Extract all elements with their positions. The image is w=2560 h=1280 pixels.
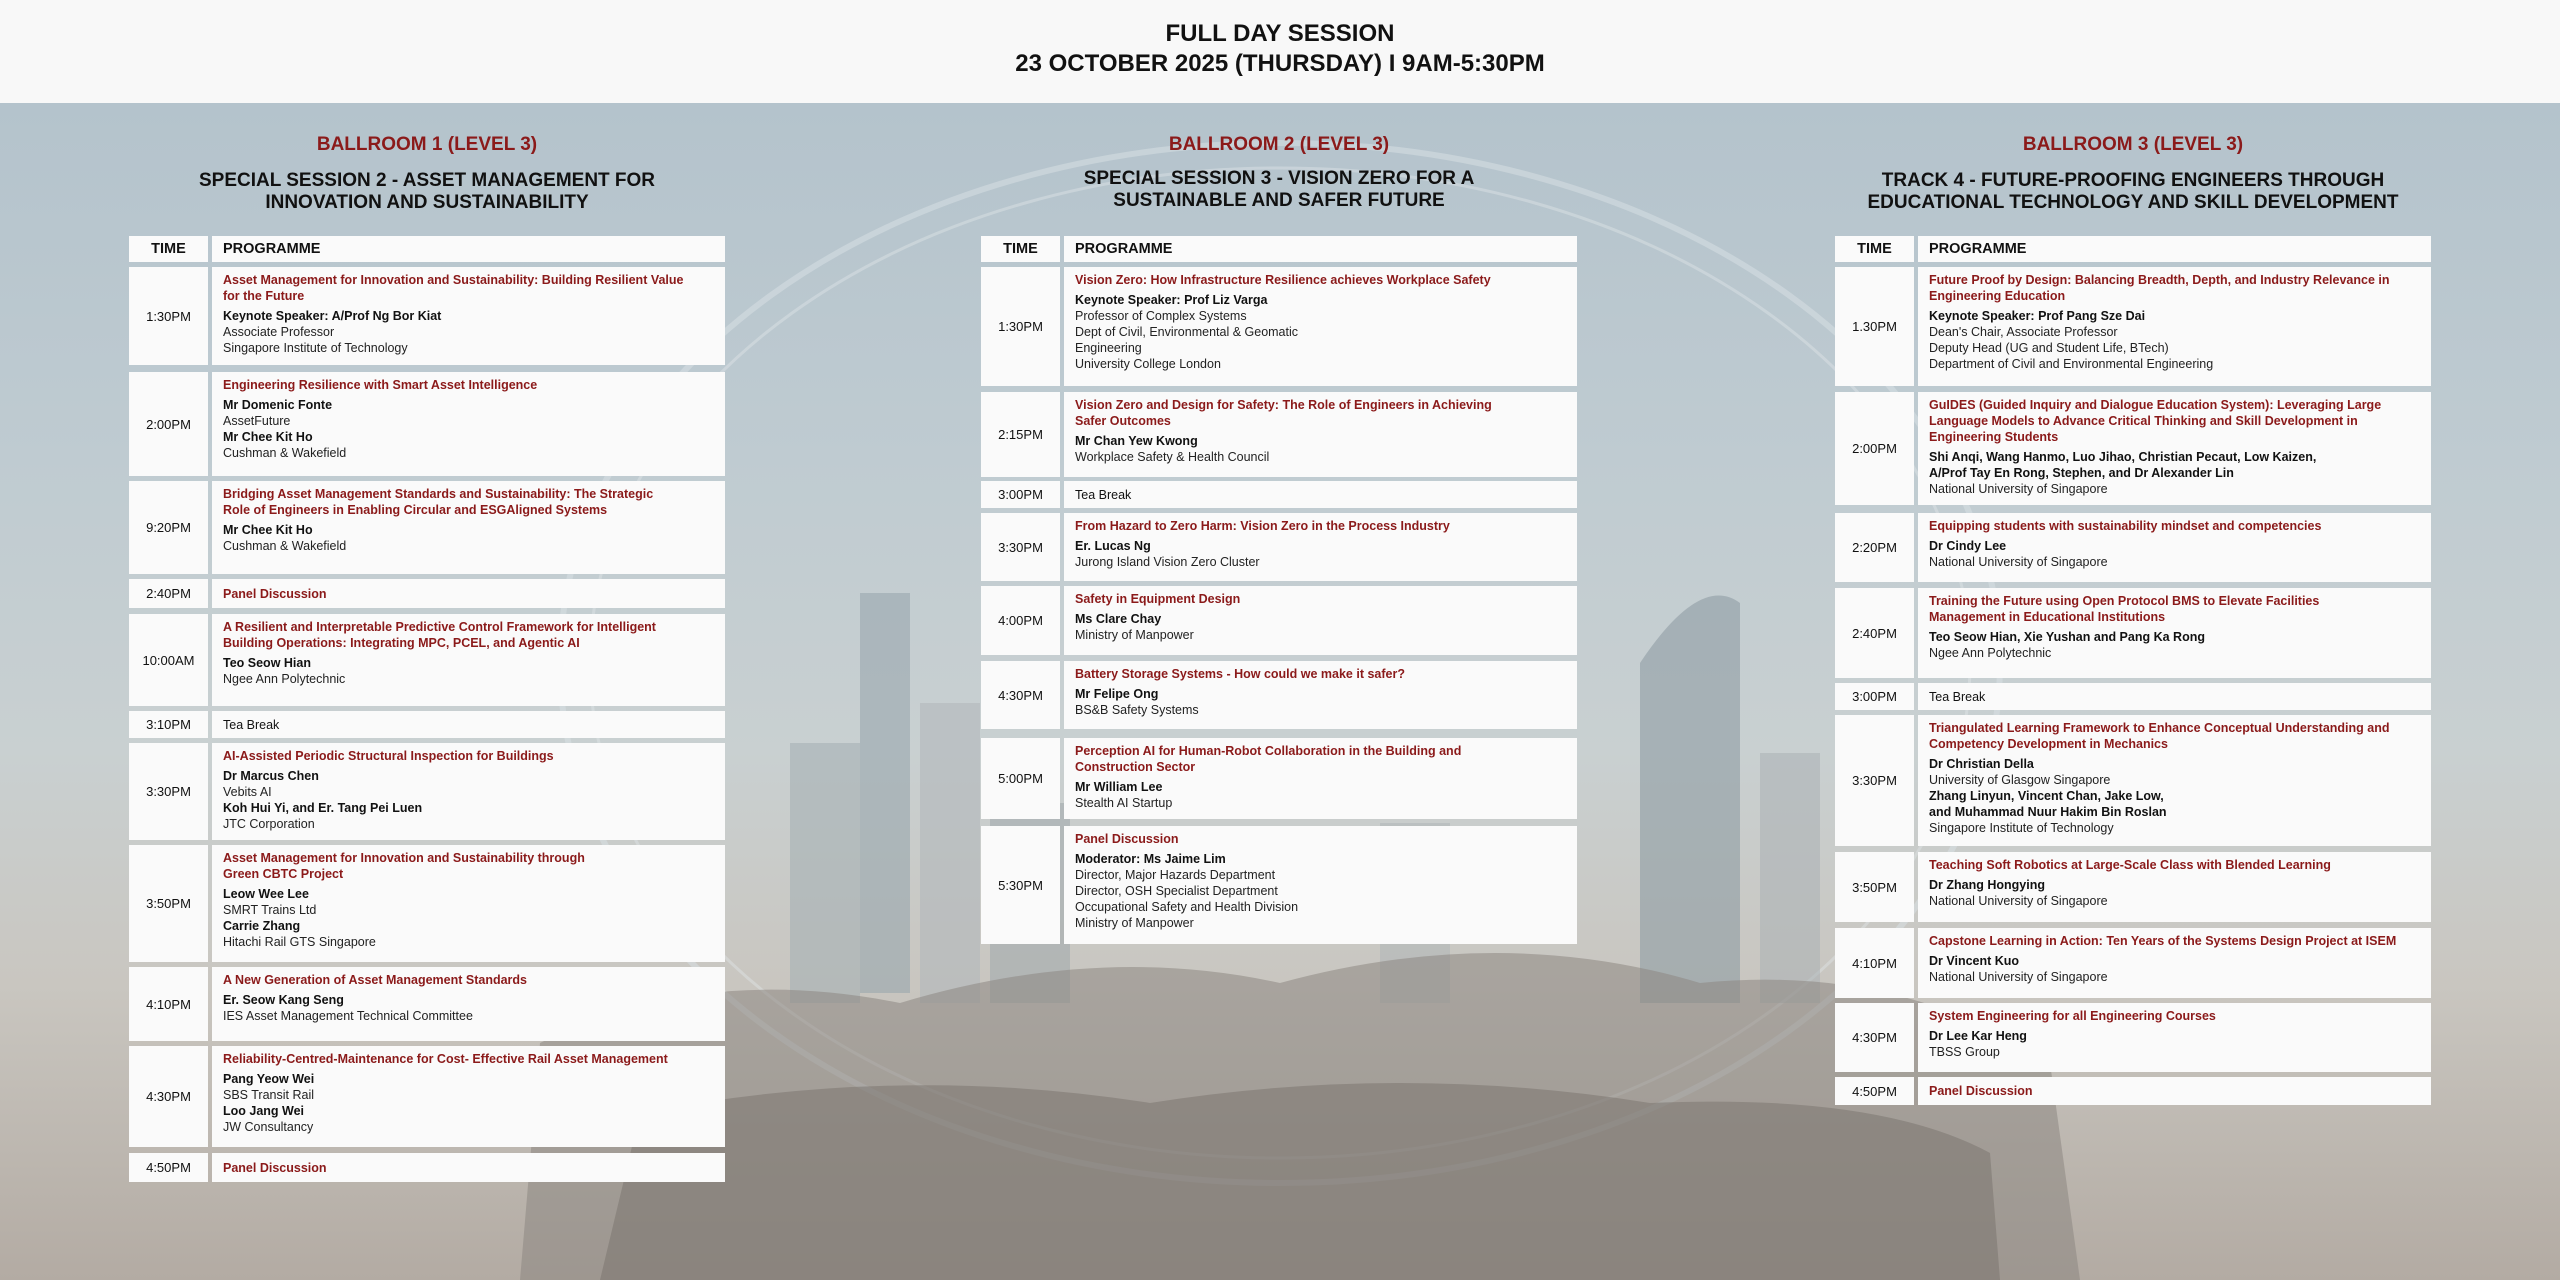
schedule-row [1835, 928, 2431, 998]
speaker-affiliation: Professor of Complex Systems [1075, 309, 1247, 323]
session-time: 4:50PM [129, 1153, 208, 1182]
speaker-affiliation: Singapore Institute of Technology [223, 341, 408, 355]
speaker-list [1929, 449, 2423, 497]
session-programme [1064, 481, 1577, 508]
schedule-row [981, 481, 1577, 508]
session-title: Bridging Asset Management Standards and Sustainability: The Strategic Role of Engineers in Enabling Circular and ESGAligned Systems [223, 487, 654, 517]
schedule-row [981, 513, 1577, 581]
speaker-name: Dr Christian Della [1929, 757, 2034, 771]
speaker-list [223, 522, 717, 554]
schedule-row [129, 481, 725, 574]
schedule-row [129, 372, 725, 476]
speaker-affiliation: Singapore Institute of Technology [1929, 821, 2114, 835]
time-column-header: TIME [981, 236, 1060, 262]
schedule-row [129, 267, 725, 365]
session-time: 4:50PM [1835, 1077, 1914, 1105]
session-time: 3:30PM [129, 743, 208, 840]
speaker-name: Mr Domenic Fonte [223, 398, 333, 412]
session-time: 2:00PM [129, 372, 208, 476]
speaker-list [1929, 953, 2423, 985]
session-time: 3:30PM [981, 513, 1060, 581]
speaker-name: Teo Seow Hian [223, 656, 311, 670]
session-time: 4:30PM [981, 661, 1060, 729]
speaker-name: Shi Anqi, Wang Hanmo, Luo Jihao, Christian Pecaut, Low Kaizen, [1929, 450, 2317, 464]
schedule-row [129, 967, 725, 1041]
programme-column-header: PROGRAMME [1064, 236, 1577, 262]
session-time: 4:30PM [129, 1046, 208, 1147]
speaker-affiliation: Jurong Island Vision Zero Cluster [1075, 555, 1260, 569]
speaker-affiliation: Hitachi Rail GTS Singapore [223, 935, 376, 949]
session-time: 2:15PM [981, 392, 1060, 477]
speaker-affiliation: Associate Professor [223, 325, 335, 339]
session-title: From Hazard to Zero Harm: Vision Zero in the Process Industry [1075, 519, 1450, 533]
speaker-name: Er. Lucas Ng [1075, 539, 1151, 553]
speaker-list [1075, 611, 1569, 643]
speaker-name: Dr Cindy Lee [1929, 539, 2007, 553]
speaker-affiliation: Ngee Ann Polytechnic [223, 672, 346, 686]
session-programme [1064, 826, 1577, 944]
speaker-affiliation: Director, OSH Specialist Department [1075, 884, 1278, 898]
session-title: Capstone Learning in Action: Ten Years of the Systems Design Project at ISEM [1929, 934, 2397, 948]
speaker-affiliation: Director, Major Hazards Department [1075, 868, 1276, 882]
session-programme [1064, 392, 1577, 477]
session-title: Engineering Resilience with Smart Asset Intelligence [223, 378, 538, 392]
speaker-name: Dr Lee Kar Heng [1929, 1029, 2027, 1043]
speaker-affiliation: University College London [1075, 357, 1221, 371]
session-programme [212, 481, 725, 574]
speaker-list [1075, 538, 1569, 570]
session-title: Panel Discussion [223, 1160, 327, 1175]
time-column-header: TIME [129, 236, 208, 262]
speaker-list [1075, 433, 1569, 465]
session-programme [212, 372, 725, 476]
speaker-affiliation: National University of Singapore [1929, 555, 2108, 569]
session-programme [212, 1153, 725, 1182]
session-time: 2:20PM [1835, 513, 1914, 582]
speaker-name: and Muhammad Nuur Hakim Bin Roslan [1929, 805, 2167, 819]
session-time: 2:40PM [129, 579, 208, 608]
speaker-name: Keynote Speaker: Prof Pang Sze Dai [1929, 309, 2146, 323]
speaker-list [1075, 851, 1569, 931]
session-title: Teaching Soft Robotics at Large-Scale Class with Blended Learning [1929, 858, 2331, 872]
speaker-affiliation: Dean's Chair, Associate Professor [1929, 325, 2118, 339]
session-title: Equipping students with sustainability mindset and competencies [1929, 519, 2322, 533]
session-programme [212, 845, 725, 962]
session-time: 3:00PM [981, 481, 1060, 508]
session-time: 3:50PM [129, 845, 208, 962]
session-time: 4:10PM [1835, 928, 1914, 998]
session-time: 2:00PM [1835, 392, 1914, 505]
schedule-row [1835, 1003, 2431, 1072]
schedule-row [981, 661, 1577, 729]
schedule-row [1835, 392, 2431, 505]
ballroom-2-column [981, 0, 1577, 1280]
time-column-header: TIME [1835, 236, 1914, 262]
schedule-row [1835, 852, 2431, 922]
session-title: Training the Future using Open Protocol BMS to Elevate Facilities Management in Educational Institutions [1929, 594, 2320, 624]
speaker-affiliation: SBS Transit Rail [223, 1088, 315, 1102]
speaker-affiliation: Workplace Safety & Health Council [1075, 450, 1270, 464]
speaker-affiliation: National University of Singapore [1929, 482, 2108, 496]
schedule-row [981, 267, 1577, 386]
speaker-affiliation: Ngee Ann Polytechnic [1929, 646, 2052, 660]
session-time: 9:20PM [129, 481, 208, 574]
schedule-row [129, 1153, 725, 1182]
speaker-name: Mr William Lee [1075, 780, 1163, 794]
tea-break-label: Tea Break [1075, 487, 1132, 502]
session-title: Safety in Equipment Design [1075, 592, 1241, 606]
speaker-list [223, 308, 717, 356]
speaker-name: Dr Marcus Chen [223, 769, 319, 783]
schedule-row [1835, 683, 2431, 710]
session-time: 10:00AM [129, 614, 208, 706]
session-programme [1064, 267, 1577, 386]
session-title: Asset Management for Innovation and Sustainability through Green CBTC Project [223, 851, 585, 881]
session-time: 3:10PM [129, 711, 208, 738]
session-programme [1918, 1077, 2431, 1105]
speaker-list [1075, 779, 1569, 811]
speaker-name: Er. Seow Kang Seng [223, 993, 344, 1007]
ballroom-1-column [129, 0, 725, 1280]
schedule-row [1835, 267, 2431, 386]
session-time: 5:30PM [981, 826, 1060, 944]
speaker-list [1929, 629, 2423, 661]
session-time: 5:00PM [981, 738, 1060, 819]
session-time: 4:10PM [129, 967, 208, 1041]
session-time: 3:30PM [1835, 715, 1914, 846]
speaker-list [223, 886, 717, 950]
track-title: SPECIAL SESSION 3 - VISION ZERO FOR A SUSTAINABLE AND SAFER FUTURE [1083, 168, 1475, 211]
session-programme [1918, 852, 2431, 922]
session-title: Future Proof by Design: Balancing Breadth, Depth, and Industry Relevance in Engineering Education [1929, 273, 2390, 303]
schedule-row [129, 614, 725, 706]
speaker-affiliation: SMRT Trains Ltd [223, 903, 317, 917]
schedule-row [981, 586, 1577, 655]
session-programme [1918, 1003, 2431, 1072]
session-time: 4:00PM [981, 586, 1060, 655]
session-programme [1064, 513, 1577, 581]
session-programme [1064, 738, 1577, 819]
speaker-name: Mr Chee Kit Ho [223, 523, 313, 537]
speaker-name: Ms Clare Chay [1075, 612, 1162, 626]
speaker-list [1929, 308, 2423, 372]
schedule-row [129, 743, 725, 840]
speaker-list [223, 768, 717, 832]
session-programme [1918, 928, 2431, 998]
speaker-list [1929, 877, 2423, 909]
table-header-row [1835, 236, 2431, 262]
speaker-name: Carrie Zhang [223, 919, 301, 933]
session-programme [1918, 683, 2431, 710]
speaker-name: Leow Wee Lee [223, 887, 309, 901]
speaker-affiliation: Vebits AI [223, 785, 272, 799]
session-programme [1918, 392, 2431, 505]
speaker-affiliation: Dept of Civil, Environmental & Geomatic [1075, 325, 1299, 339]
speaker-name: Mr Chee Kit Ho [223, 430, 313, 444]
session-time: 4:30PM [1835, 1003, 1914, 1072]
session-programme [212, 743, 725, 840]
schedule-row [981, 738, 1577, 819]
tea-break-label: Tea Break [1929, 689, 1986, 704]
speaker-name: Dr Zhang Hongying [1929, 878, 2045, 892]
speaker-affiliation: National University of Singapore [1929, 894, 2108, 908]
session-title: A New Generation of Asset Management Standards [223, 973, 527, 987]
speaker-affiliation: JTC Corporation [223, 817, 315, 831]
session-title: FULL DAY SESSION [1165, 20, 1395, 47]
schedule-row [1835, 1077, 2431, 1105]
speaker-name: Dr Vincent Kuo [1929, 954, 2020, 968]
speaker-affiliation: Deputy Head (UG and Student Life, BTech) [1929, 341, 2169, 355]
session-time: 1.30PM [1835, 267, 1914, 386]
session-programme [212, 579, 725, 608]
speaker-list [223, 992, 717, 1024]
schedule-row [981, 392, 1577, 477]
session-title: Perception AI for Human-Robot Collaboration in the Building and Construction Sector [1075, 744, 1462, 774]
speaker-name: Mr Chan Yew Kwong [1075, 434, 1198, 448]
session-title: AI-Assisted Periodic Structural Inspection for Buildings [223, 749, 554, 763]
session-title: GuIDES (Guided Inquiry and Dialogue Education System): Leveraging Large Language Models to Advance Critical Thinking and Skill Development in Engineering Students [1929, 398, 2382, 444]
speaker-name: Keynote Speaker: A/Prof Ng Bor Kiat [223, 309, 442, 323]
table-header-row [129, 236, 725, 262]
speaker-affiliation: Department of Civil and Environmental Engineering [1929, 357, 2214, 371]
speaker-name: Zhang Linyun, Vincent Chan, Jake Low, [1929, 789, 2164, 803]
track-title: TRACK 4 - FUTURE-PROOFING ENGINEERS THROUGH EDUCATIONAL TECHNOLOGY AND SKILL DEVELOPMENT [1867, 170, 2399, 213]
ballroom-title: BALLROOM 1 (LEVEL 3) [316, 134, 538, 155]
session-time: 1:30PM [129, 267, 208, 365]
speaker-list [223, 655, 717, 687]
session-time: 1:30PM [981, 267, 1060, 386]
schedule-row [1835, 588, 2431, 678]
session-title: Reliability-Centred-Maintenance for Cost- Effective Rail Asset Management [223, 1052, 668, 1066]
schedule-row [129, 1046, 725, 1147]
session-programme [1918, 513, 2431, 582]
speaker-affiliation: Stealth AI Startup [1075, 796, 1173, 810]
session-date: 23 OCTOBER 2025 (THURSDAY) I 9AM-5:30PM [1015, 50, 1545, 77]
speaker-name: Pang Yeow Wei [223, 1072, 315, 1086]
speaker-list [1929, 538, 2423, 570]
speaker-name: A/Prof Tay En Rong, Stephen, and Dr Alexander Lin [1929, 466, 2234, 480]
session-title: System Engineering for all Engineering Courses [1929, 1009, 2216, 1023]
session-programme [1918, 588, 2431, 678]
session-time: 2:40PM [1835, 588, 1914, 678]
tea-break-label: Tea Break [223, 717, 280, 732]
speaker-affiliation: Occupational Safety and Health Division [1075, 900, 1299, 914]
session-programme [1918, 267, 2431, 386]
speaker-name: Loo Jang Wei [223, 1104, 305, 1118]
track-title: SPECIAL SESSION 2 - ASSET MANAGEMENT FOR INNOVATION AND SUSTAINABILITY [198, 170, 656, 213]
speaker-affiliation: JW Consultancy [223, 1120, 314, 1134]
speaker-affiliation: Cushman & Wakefield [223, 539, 347, 553]
speaker-affiliation: National University of Singapore [1929, 970, 2108, 984]
session-programme [1918, 715, 2431, 846]
speaker-affiliation: IES Asset Management Technical Committee [223, 1009, 473, 1023]
session-title: Panel Discussion [223, 586, 327, 601]
session-title: Panel Discussion [1075, 832, 1179, 846]
session-programme [212, 711, 725, 738]
session-programme [1064, 661, 1577, 729]
speaker-list [223, 397, 717, 461]
session-title: Battery Storage Systems - How could we make it safer? [1075, 667, 1405, 681]
speaker-name: Koh Hui Yi, and Er. Tang Pei Luen [223, 801, 423, 815]
speaker-affiliation: Ministry of Manpower [1075, 628, 1194, 642]
speaker-affiliation: Ministry of Manpower [1075, 916, 1194, 930]
speaker-affiliation: BS&B Safety Systems [1075, 703, 1199, 717]
speaker-list [223, 1071, 717, 1135]
speaker-list [1929, 756, 2423, 836]
ballroom-title: BALLROOM 2 (LEVEL 3) [1168, 134, 1390, 155]
speaker-affiliation: Cushman & Wakefield [223, 446, 347, 460]
speaker-affiliation: University of Glasgow Singapore [1929, 773, 2111, 787]
session-title: Panel Discussion [1929, 1084, 2033, 1098]
speaker-affiliation: Engineering [1075, 341, 1142, 355]
session-title: Asset Management for Innovation and Sustainability: Building Resilient Value for the Future [223, 273, 684, 303]
session-title: Vision Zero and Design for Safety: The Role of Engineers in Achieving Safer Outcomes [1075, 398, 1492, 428]
schedule-row [129, 845, 725, 962]
session-programme [212, 614, 725, 706]
session-programme [212, 967, 725, 1041]
session-programme [1064, 586, 1577, 655]
session-title: A Resilient and Interpretable Predictive Control Framework for Intelligent Building Operations: Integrating MPC, PCEL, and Agentic AI [223, 620, 656, 650]
schedule-row [129, 579, 725, 608]
speaker-name: Mr Felipe Ong [1075, 687, 1159, 701]
table-header-row [981, 236, 1577, 262]
programme-column-header: PROGRAMME [212, 236, 725, 262]
speaker-name: Teo Seow Hian, Xie Yushan and Pang Ka Rong [1929, 630, 2205, 644]
session-time: 3:50PM [1835, 852, 1914, 922]
ballroom-3-column [1835, 0, 2431, 1280]
session-programme [212, 1046, 725, 1147]
session-time: 3:00PM [1835, 683, 1914, 710]
speaker-list [1075, 686, 1569, 718]
schedule-row [981, 826, 1577, 944]
speaker-list [1929, 1028, 2423, 1060]
speaker-list [1075, 292, 1569, 372]
session-programme [212, 267, 725, 365]
ballroom-title: BALLROOM 3 (LEVEL 3) [2022, 134, 2244, 155]
speaker-name: Moderator: Ms Jaime Lim [1075, 852, 1226, 866]
session-title: Triangulated Learning Framework to Enhance Conceptual Understanding and Competency Development in Mechanics [1929, 721, 2390, 751]
schedule-row [1835, 513, 2431, 582]
programme-column-header: PROGRAMME [1918, 236, 2431, 262]
schedule-row [1835, 715, 2431, 846]
schedule-row [129, 711, 725, 738]
session-title: Vision Zero: How Infrastructure Resilience achieves Workplace Safety [1075, 273, 1491, 287]
speaker-name: Keynote Speaker: Prof Liz Varga [1075, 293, 1268, 307]
speaker-affiliation: TBSS Group [1929, 1045, 2000, 1059]
speaker-affiliation: AssetFuture [223, 414, 291, 428]
